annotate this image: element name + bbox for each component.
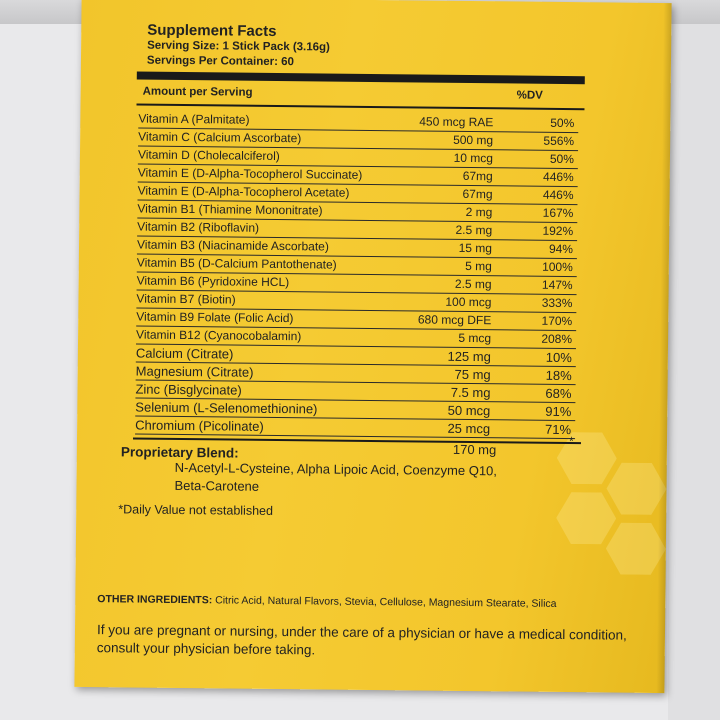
other-ingredients-text: Citric Acid, Natural Flavors, Stevia, Cellulose, Magnesium Stearate, Silica [215,594,557,610]
nutrient-amount: 75 mg [454,366,491,383]
other-ingredients-label: OTHER INGREDIENTS: [97,593,213,607]
nutrient-name: Vitamin B12 (Cyanocobalamin) [136,327,302,344]
nutrient-dv: 71% [545,421,572,438]
warning-text: If you are pregnant or nursing, under the care of a physician or have a medical condition, consult your physician before taking. [96,622,627,658]
supplement-facts-label [74,0,671,693]
nutrient-amount: 2.5 mg [454,276,492,292]
nutrient-amount: 10 mcg [453,150,494,166]
nutrient-amount: 15 mg [458,240,493,256]
facts-title: Supplement Facts [147,21,277,40]
nutrient-dv: 147% [541,277,573,293]
nutrient-name: Vitamin B3 (Niacinamide Ascorbate) [136,237,329,254]
nutrient-dv: 50% [549,151,575,167]
nutrient-name: Vitamin A (Palmitate) [138,111,250,127]
nutrient-amount: 67mg [462,168,493,184]
servings-per-container: Servings Per Container: 60 [146,54,295,69]
nutrient-dv: 18% [545,367,572,384]
nutrient-dv: 100% [542,259,573,275]
nutrient-amount: 125 mg [447,348,491,365]
nutrient-name: Chromium (Picolinate) [135,417,264,434]
nutrient-amount: 67mg [462,186,493,202]
nutrient-dv: 91% [545,403,572,420]
nutrient-table [135,111,578,440]
nutrient-dv: 208% [541,331,573,347]
other-ingredients [97,591,637,614]
nutrient-name: Vitamin C (Calcium Ascorbate) [138,129,302,146]
nutrient-name: Vitamin B6 (Pyridoxine HCL) [136,273,290,290]
nutrient-dv: 170% [541,313,573,329]
asterisk: * [568,434,574,449]
nutrient-amount: 680 mcg DFE [417,312,492,328]
nutrient-amount: 100 mcg [445,294,492,310]
nutrient-dv: 167% [542,205,574,221]
nutrient-amount: 5 mg [465,258,492,274]
nutrient-name: Magnesium (Citrate) [135,363,254,380]
nutrient-dv: 446% [542,187,574,203]
nutrient-name: Vitamin B1 (Thiamine Mononitrate) [137,201,323,218]
thick-divider [137,72,585,85]
nutrient-name: Vitamin E (D-Alpha-Tocopherol Acetate) [137,183,350,200]
nutrient-dv: 10% [545,349,572,366]
nutrient-name: Calcium (Citrate) [135,345,234,362]
nutrient-name: Vitamin B2 (Riboflavin) [137,219,260,235]
nutrient-name: Vitamin B5 (D-Calcium Pantothenate) [136,255,337,272]
nutrient-dv: 68% [545,385,572,402]
background-surface [668,0,720,720]
nutrient-dv: 50% [550,115,575,131]
dv-header: %DV [516,89,543,102]
blend-amount: 170 mg [452,441,497,458]
nutrient-amount: 5 mcg [458,330,492,346]
nutrient-amount: 2.5 mg [455,222,493,238]
nutrient-amount: 450 mcg RAE [419,114,494,130]
table-row [135,417,575,440]
nutrient-amount: 7.5 mg [450,384,491,401]
blend-ingredients: N-Acetyl-L-Cysteine, Alpha Lipoic Acid, Coenzyme Q10, [174,459,498,479]
header-divider [136,104,584,111]
nutrient-dv: 192% [542,223,574,239]
nutrient-dv: 333% [541,295,573,311]
serving-size: Serving Size: 1 Stick Pack (3.16g) [147,39,330,54]
blend-ingredients: Beta-Carotene [174,477,260,494]
blend-label: Proprietary Blend: [120,444,239,461]
amount-header: Amount per Serving [142,85,253,99]
nutrient-name: Vitamin B7 (Biotin) [136,291,236,307]
nutrient-dv: 94% [548,241,574,257]
nutrient-amount: 25 mcg [447,420,491,437]
product-box-panel [74,0,671,693]
nutrient-dv: 556% [543,133,575,149]
nutrient-dv: 446% [542,169,574,185]
nutrient-name: Vitamin B9 Folate (Folic Acid) [136,309,294,326]
nutrient-name: Selenium (L-Selenomethionine) [135,399,318,417]
nutrient-name: Zinc (Bisglycinate) [135,381,242,398]
nutrient-name: Vitamin E (D-Alpha-Tocopherol Succinate) [137,165,363,182]
nutrient-amount: 50 mcg [447,402,491,419]
dv-footnote: *Daily Value not established [118,502,274,518]
nutrient-name: Vitamin D (Cholecalciferol) [137,147,280,164]
nutrient-amount: 500 mg [453,132,494,148]
nutrient-amount: 2 mg [465,204,493,220]
